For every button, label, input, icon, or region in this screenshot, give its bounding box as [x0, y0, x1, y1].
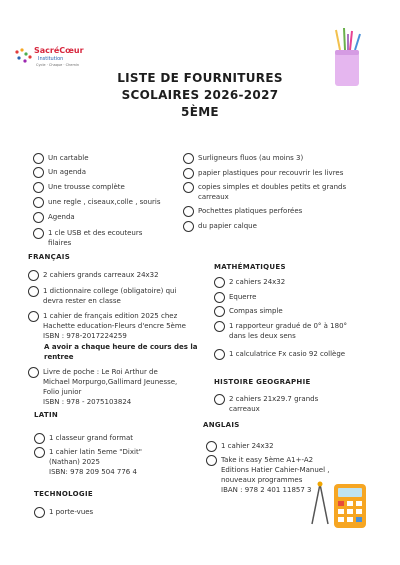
heading-anglais: ANGLAIS	[203, 421, 240, 429]
item-text: dans les deux sens	[229, 332, 296, 340]
item-text: 1 cahier de français edition 2025 chez	[43, 312, 178, 320]
anglais-item	[206, 441, 356, 451]
item-text: carreaux	[229, 405, 260, 413]
checkbox-circle[interactable]	[33, 197, 44, 208]
item-text: papier plastiques pour recouvrir les livres	[198, 169, 344, 177]
item-text: Compas simple	[229, 307, 283, 315]
checkbox-circle[interactable]	[34, 447, 45, 458]
mathematiques-item	[214, 306, 384, 316]
checkbox-circle[interactable]	[28, 367, 39, 378]
item-text: ISBN: 978 209 504 776 4	[49, 468, 137, 476]
checkbox-circle[interactable]	[34, 433, 45, 444]
item-text: 1 cahier latin 5eme "Dixit"	[49, 448, 142, 456]
checkbox-circle[interactable]	[33, 153, 44, 164]
logo-dots-icon	[14, 48, 34, 66]
checkbox-circle[interactable]	[183, 182, 194, 193]
item-text: Livre de poche : Le Roi Arthur de	[43, 368, 158, 376]
checkbox-circle[interactable]	[214, 306, 225, 317]
item-text: devra rester en classe	[43, 297, 121, 305]
checkbox-circle[interactable]	[183, 206, 194, 217]
item-text: carreaux	[198, 193, 229, 201]
item-text: filaires	[48, 239, 72, 247]
item-text: ISBN : 978 - 2075103824	[43, 398, 132, 406]
francais-reading-item	[28, 367, 208, 407]
item-text: Une trousse complète	[48, 183, 125, 191]
heading-mathematiques: MATHÉMATIQUES	[214, 263, 286, 271]
item-text: 2 cahiers 21x29.7 grands	[229, 395, 319, 403]
latin-item	[34, 447, 184, 477]
general-item	[33, 197, 183, 207]
checkbox-circle[interactable]	[183, 168, 194, 179]
title-grade: 5ÈME	[181, 105, 219, 119]
logo-tagline: Cycle · Chaque · Chemin	[36, 63, 80, 67]
general-item	[183, 221, 383, 231]
histoire-item	[214, 394, 374, 414]
checkbox-circle[interactable]	[214, 394, 225, 405]
technologie-item	[34, 507, 184, 517]
item-text: 2 cahiers grands carreaux 24x32	[43, 271, 159, 279]
checkbox-circle[interactable]	[214, 292, 225, 303]
heading-technologie: TECHNOLOGIE	[34, 490, 93, 498]
general-item	[33, 228, 183, 248]
general-item	[183, 182, 383, 202]
checkbox-circle[interactable]	[33, 228, 44, 239]
checkbox-circle[interactable]	[214, 321, 225, 332]
general-item	[183, 153, 383, 163]
francais-item	[28, 270, 208, 280]
checkbox-circle[interactable]	[34, 507, 45, 518]
latin-item	[34, 433, 184, 443]
heading-latin: LATIN	[34, 411, 59, 419]
checkbox-circle[interactable]	[33, 182, 44, 193]
item-text: Take it easy 5ème A1+-A2	[221, 456, 314, 464]
item-text: nouveaux programmes	[221, 476, 303, 484]
general-item	[33, 167, 183, 177]
item-text: Folio junior	[43, 388, 82, 396]
mathematiques-item	[214, 349, 384, 359]
general-item	[183, 206, 383, 216]
anglais-item	[206, 455, 356, 495]
general-item	[33, 212, 183, 222]
title-line-2: SCOLAIRES 2026-2027	[121, 88, 279, 102]
checkbox-circle[interactable]	[214, 277, 225, 288]
item-text: 1 porte-vues	[49, 508, 94, 516]
checkbox-circle[interactable]	[28, 286, 39, 297]
checkbox-circle[interactable]	[206, 441, 217, 452]
item-text: Michael Morpurgo,Gallimard Jeunesse,	[43, 378, 178, 386]
francais-note: A avoir a chaque heure de cours des la rentree	[44, 343, 198, 361]
heading-francais: FRANÇAIS	[28, 253, 71, 261]
mathematiques-item	[214, 321, 384, 341]
item-text: 2 cahiers 24x32	[229, 278, 286, 286]
item-text: du papier calque	[198, 222, 257, 230]
item-text: Un cartable	[48, 154, 89, 162]
item-text: une regle , ciseaux,colle , souris	[48, 198, 161, 206]
item-text: 1 rapporteur gradué de 0° à 180°	[229, 322, 348, 330]
item-text: IBAN : 978 2 401 11857 3	[221, 486, 312, 494]
francais-item	[28, 311, 208, 341]
checkbox-circle[interactable]	[28, 270, 39, 281]
checkbox-circle[interactable]	[33, 212, 44, 223]
item-text: Surligneurs fluos (au moins 3)	[198, 154, 304, 162]
mathematiques-item	[214, 277, 384, 287]
item-text: ISBN : 978-2017224259	[43, 332, 127, 340]
general-item	[183, 168, 383, 178]
item-text: 1 dictionnaire college (obligatoire) qui	[43, 287, 177, 295]
item-text: 1 classeur grand format	[49, 434, 133, 442]
item-text: Hachette education-Fleurs d'encre 5ème	[43, 322, 186, 330]
item-text: Editions Hatier Cahier-Manuel ,	[221, 466, 330, 474]
francais-item	[28, 286, 208, 306]
item-text: (Nathan) 2025	[49, 458, 100, 466]
item-text: 1 calculatrice Fx casio 92 collège	[229, 350, 346, 358]
logo-subtitle: Institution	[38, 56, 64, 62]
checkbox-circle[interactable]	[28, 311, 39, 322]
item-text: Agenda	[48, 213, 75, 221]
item-text: Pochettes platiques perforées	[198, 207, 303, 215]
item-text: Un agenda	[48, 168, 86, 176]
checkbox-circle[interactable]	[33, 167, 44, 178]
item-text: 1 cle USB et des ecouteurs	[48, 229, 143, 237]
item-text: Equerre	[229, 293, 257, 301]
title-line-1: LISTE DE FOURNITURES	[117, 71, 283, 85]
checkbox-circle[interactable]	[183, 153, 194, 164]
checkbox-circle[interactable]	[214, 349, 225, 360]
item-text: copies simples et doubles petits et grands	[198, 183, 347, 191]
general-item	[33, 182, 183, 192]
heading-histoire: HISTOIRE GEOGRAPHIE	[214, 378, 311, 386]
checkbox-circle[interactable]	[206, 455, 217, 466]
item-text: 1 cahier 24x32	[221, 442, 274, 450]
logo-brand: SacréCœur	[34, 46, 84, 55]
checkbox-circle[interactable]	[183, 221, 194, 232]
mathematiques-item	[214, 292, 384, 302]
general-item	[33, 153, 183, 163]
